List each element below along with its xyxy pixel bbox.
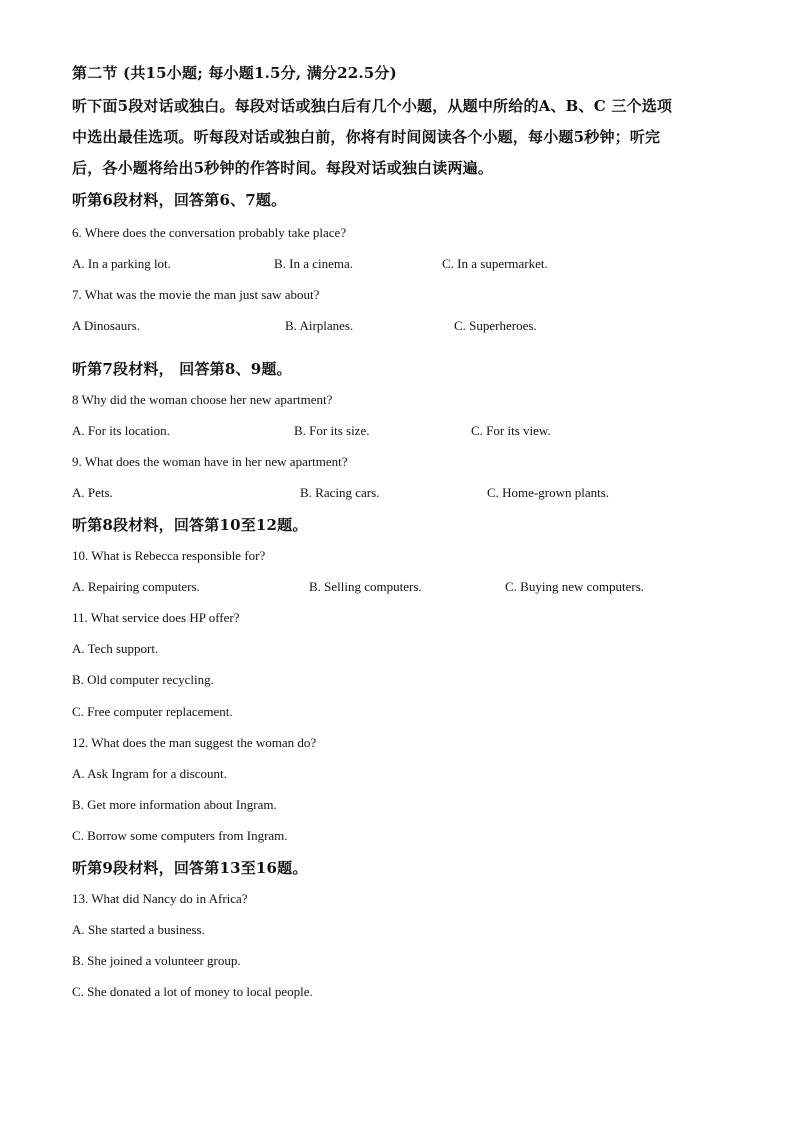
question-6: 6. Where does the conversation probably take place? xyxy=(72,225,347,240)
option-11c: C. Free computer replacement. xyxy=(72,704,233,719)
option-8c: C. For its view. xyxy=(471,423,551,438)
option-9c: C. Home-grown plants. xyxy=(487,485,610,500)
option-7b: B. Airplanes. xyxy=(285,318,354,333)
instructions-line-2: 中选出最佳选项。听每段对话或独白前，你将有时间阅读各个小题，每小题5秒钟；听完 xyxy=(72,128,661,146)
option-9b: B. Racing cars. xyxy=(300,485,380,500)
option-12b: B. Get more information about Ingram. xyxy=(72,797,277,812)
option-8b: B. For its size. xyxy=(294,423,370,438)
section-title-7: 听第7段材料， 回答第8、9题。 xyxy=(72,360,292,378)
option-13a: A. She started a business. xyxy=(72,922,205,937)
question-12: 12. What does the man suggest the woman do? xyxy=(72,735,317,750)
option-6a: A. In a parking lot. xyxy=(72,256,171,271)
option-10b: B. Selling computers. xyxy=(309,579,422,594)
question-10: 10. What is Rebecca responsible for? xyxy=(72,548,266,563)
option-6c: C. In a supermarket. xyxy=(442,256,548,271)
instructions-line-1: 听下面5段对话或独白。每段对话或独白后有几个小题，从题中所给的A、B、C 三个选项 xyxy=(72,97,673,115)
option-12c: C. Borrow some computers from Ingram. xyxy=(72,828,288,843)
section-heading: 第二节 (共15小题; 每小题1.5分, 满分22.5分) xyxy=(72,64,397,82)
question-8: 8 Why did the woman choose her new apartment? xyxy=(72,392,333,407)
option-11b: B. Old computer recycling. xyxy=(72,672,214,687)
question-7: 7. What was the movie the man just saw about? xyxy=(72,287,320,302)
section-title-9: 听第9段材料，回答第13至16题。 xyxy=(72,859,308,877)
option-9a: A. Pets. xyxy=(72,485,113,500)
option-7a: A Dinosaurs. xyxy=(72,318,140,333)
section-title-6: 听第6段材料，回答第6、7题。 xyxy=(72,191,287,209)
question-9: 9. What does the woman have in her new apartment? xyxy=(72,454,348,469)
question-11: 11. What service does HP offer? xyxy=(72,610,240,625)
option-13b: B. She joined a volunteer group. xyxy=(72,953,241,968)
option-7c: C. Superheroes. xyxy=(454,318,537,333)
option-8a: A. For its location. xyxy=(72,423,170,438)
section-title-8: 听第8段材料，回答第10至12题。 xyxy=(72,516,308,534)
option-6b: B. In a cinema. xyxy=(274,256,354,271)
option-10a: A. Repairing computers. xyxy=(72,579,200,594)
option-11a: A. Tech support. xyxy=(72,641,159,656)
option-12a: A. Ask Ingram for a discount. xyxy=(72,766,227,781)
option-10c: C. Buying new computers. xyxy=(505,579,645,594)
question-13: 13. What did Nancy do in Africa? xyxy=(72,891,248,906)
option-13c: C. She donated a lot of money to local people. xyxy=(72,984,313,999)
instructions-line-3: 后，各小题将给出5秒钟的作答时间。每段对话或独白读两遍。 xyxy=(72,159,494,177)
